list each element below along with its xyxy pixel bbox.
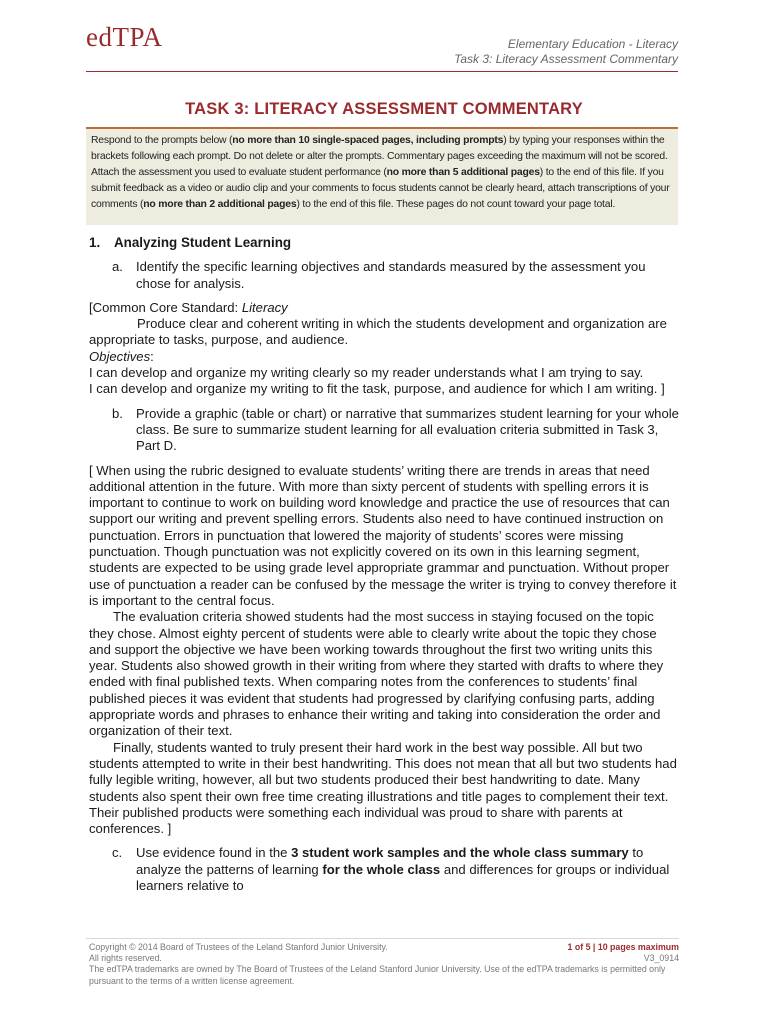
response-b-paragraph: [ When using the rubric designed to evaluate students’ writing there are trends in areas that need additional attention in the future. With more than sixty percent of students with spelling errors it is important to continue to work on building word knowledge and practice the use of resources that can support our writing and prevent spelling errors. Students also need to have continued instruction on punctuation. Errors in punctuation that lowered the majority of students’ scores were missing punctuation. Though punctuation was not explicitly covered on its own in this learning segment, students are expected to be using grade level appropriate grammar and punctuation. Without proper use of punctuation a reader can be confused by the message the writer is trying to convey therefore it is important to the central focus.	[89, 462, 677, 608]
response-b-paragraph: The evaluation criteria showed students had the most success in staying focused on the topic they chose. Almost eighty percent of students were able to clearly write about the topic they chose and support the objective we have been working towards throughout the first two writing units this year. Students also showed growth in their writing from where they started with drafts to where they ended with final published texts. When comparing notes from the conferences to students’ final published pieces it was evident that students had progressed by clarifying confusing parts, adding appropriate words and phrases to enhance their writing and taking into consideration the order and organization of their text.	[89, 609, 664, 739]
instructions-box: Respond to the prompts below (no more than 10 single-spaced pages, including prompts) by typing your responses within the brackets following each prompt. Do not delete or alter the prompts. Commentary pages exceeding the maximum will not be scored. Attach the assessment you used to evaluate student performance (no more than 5 additional pages) to the end of this file. If you submit feedback as a video or audio clip and your comments to focus students cannot be clearly heard, attach transcriptions of your comments (no more than 2 additional pages) to the end of this file. These pages do not count toward your page total.	[86, 127, 678, 225]
header-rule	[86, 71, 678, 72]
footer-rights: All rights reserved.	[89, 953, 162, 964]
header-subject: Elementary Education - Literacy	[507, 37, 678, 51]
page-title: TASK 3: LITERACY ASSESSMENT COMMENTARY	[185, 100, 583, 118]
edtpa-logo: edTPA	[86, 22, 163, 52]
footer-copyright: Copyright © 2014 Board of Trustees of the Leland Stanford Junior University.	[89, 942, 388, 952]
footer-trademark: The edTPA trademarks are owned by The Board of Trustees of the Leland Stanford Junior University. Use of the edTPA trademarks is permitted only pursuant to the terms of a written license agreement.	[89, 964, 666, 986]
footer-version: V3_0914	[643, 953, 679, 964]
page-footer	[89, 942, 679, 987]
prompt-b: b. Provide a graphic (table or chart) or narrative that summarizes student learning for your whole class. Be sure to summarize student learning for all evaluation criteria submitted in Task 3, Part D.	[112, 405, 679, 454]
commentary-body	[89, 235, 679, 902]
prompt-a: a. Identify the specific learning objectives and standards measured by the assessment you chose for analysis.	[112, 259, 646, 291]
footer-rule	[86, 938, 679, 939]
response-a[interactable]: [Common Core Standard: Literacy Produce clear and coherent writing in which the students development and organization are appropriate to tasks, purpose, and audience. Objectives: I can develop and organize my writing clearly so my reader understands what I am trying to say. I can develop and organize my writing to fit the task, purpose, and audience for which I am writing. ]	[89, 299, 667, 397]
response-b-paragraph: Finally, students wanted to truly present their hard work in the best way possible. All but two students attempted to write in their best handwriting. This does not mean that all but two students had fully legible writing, however, all but two students produced their best handwriting to date. Many students also spent their own free time creating illustrations and title pages to complement their text. Their published products were something each individual was proud to share with parents at conferences. ]	[89, 739, 677, 837]
header-task: Task 3: Literacy Assessment Commentary	[454, 52, 678, 66]
response-b[interactable]	[89, 463, 679, 838]
section-heading: 1. Analyzing Student Learning	[89, 235, 292, 250]
page-count: 1 of 5 | 10 pages maximum	[567, 942, 679, 952]
running-header	[454, 37, 678, 67]
prompt-c: c. Use evidence found in the 3 student work samples and the whole class summary to analyze the patterns of learning for the whole class and differences for groups or individual learners relative to	[112, 845, 670, 893]
